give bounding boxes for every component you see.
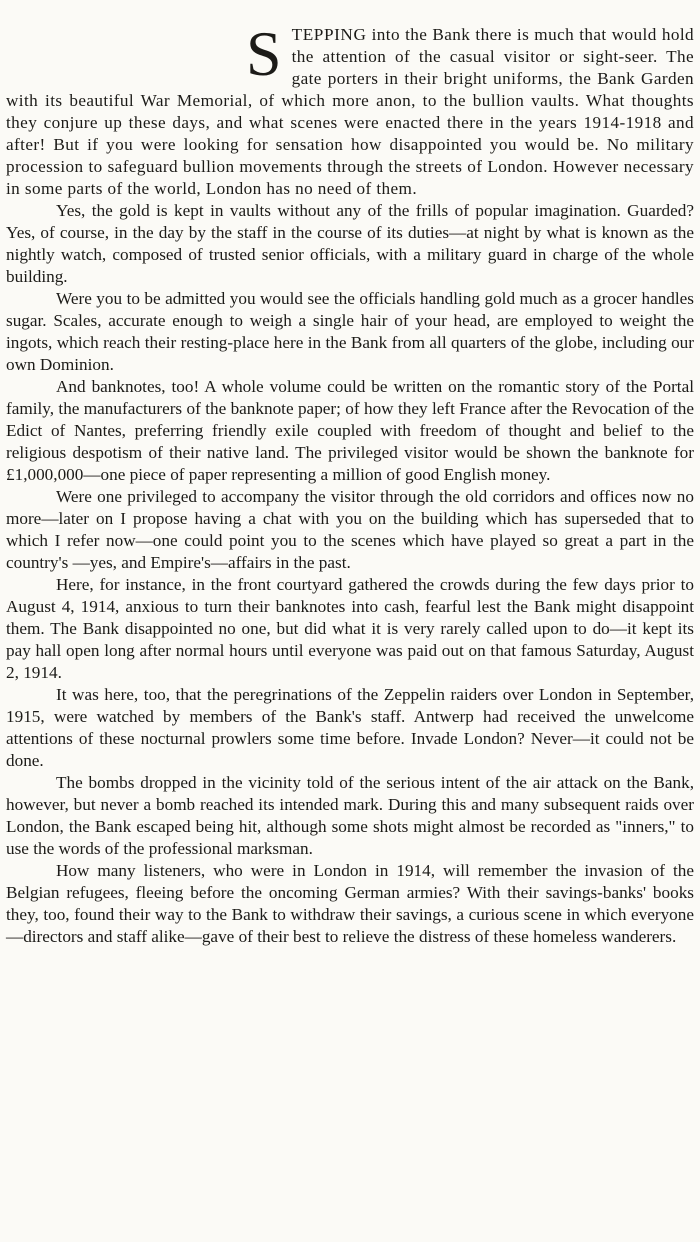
paragraph-2: Yes, the gold is kept in vaults without any of the frills of popular imagination. Guarded? Yes, of course, in the day by the staff in the course of its duties—at night by what is known as the nightly watch, composed of trusted senior officials, with a military guard in charge of the whole building. xyxy=(6,201,694,286)
paragraph-5: Were one privileged to accompany the visitor through the old corridors and offices now no more—later on I propose having a chat with you on the building which has superseded that to which I refer now—one could point you to the scenes which have played so great a part in the country's —yes, and Empire's—affairs in the past. xyxy=(6,487,694,572)
paragraph-1 xyxy=(6,18,694,200)
lead-caps: TEPPING xyxy=(291,25,367,44)
paragraph-7: It was here, too, that the peregrinations of the Zeppelin raiders over London in September, 1915, were watched by members of the Bank's staff. Antwerp had received the unwelcome attentions of these nocturnal prowlers some time before. Invade London? Never—it could not be done. xyxy=(6,685,694,770)
paragraph-6: Here, for instance, in the front courtyard gathered the crowds during the few days prior to August 4, 1914, anxious to turn their banknotes into cash, fearful lest the Bank might disappoint them. The Bank disappointed no one, but did what it is very rarely called upon to do—it kept its pay hall open long after normal hours until everyone was paid out on that famous Saturday, August 2, 1914. xyxy=(6,575,694,682)
paragraph-8: The bombs dropped in the vicinity told of the serious intent of the air attack on the Bank, however, but never a bomb reached its intended mark. During this and many subsequent raids over London, the Bank escaped being hit, although some shots might almost be recorded as "inners," to use the words of the professional marksman. xyxy=(6,773,694,858)
lead-text: into the Bank there is much that would hold the attention of the casual visitor or sight-seer. The gate porters in their bright uniforms, the Bank Garden with its beautiful War Memorial, of which more anon, to the bullion vaults. What thoughts they conjure up these days, and what scenes were enacted there in the years 1914-1918 and after! But if you were looking for sensation how disappointed you would be. No military procession to safeguard bullion movements through the streets of London. However necessary in some parts of the world, London has no need of them. xyxy=(6,25,694,198)
paragraph-4: And banknotes, too! A whole volume could be written on the romantic story of the Portal family, the manufacturers of the banknote paper; of how they left France after the Revocation of the Edict of Nantes, preferring friendly exile coupled with freedom of thought and belief to the religious despotism of their native land. The privileged visitor would be shown the banknote for £1,000,000—one piece of paper representing a million of good English money. xyxy=(6,377,694,484)
paragraph-9: How many listeners, who were in London in 1914, will remember the invasion of the Belgian refugees, fleeing before the oncoming German armies? With their savings-banks' books they, too, found their way to the Bank to withdraw their savings, a curious scene in which everyone—directors and staff alike—gave of their best to relieve the distress of these homeless wanderers. xyxy=(6,861,694,946)
drop-cap: S xyxy=(246,18,282,89)
paragraph-3: Were you to be admitted you would see the officials handling gold much as a grocer handles sugar. Scales, accurate enough to weigh a single hair of your head, are employed to weight the ingots, which reach their resting-place here in the Bank from all quarters of the globe, including our own Dominion. xyxy=(6,289,694,374)
article-page xyxy=(6,18,694,948)
